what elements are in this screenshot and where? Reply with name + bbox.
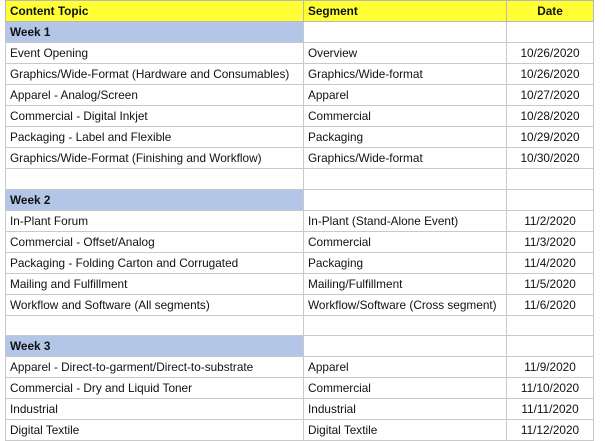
empty-cell[interactable] <box>6 169 304 190</box>
date-cell[interactable]: 11/11/2020 <box>507 399 594 420</box>
week-row <box>6 336 594 357</box>
table-row <box>6 85 594 106</box>
topic-cell[interactable]: Mailing and Fulfillment <box>6 273 304 294</box>
topic-cell[interactable]: Commercial - Offset/Analog <box>6 231 304 252</box>
topic-cell[interactable]: Apparel - Analog/Screen <box>6 85 304 106</box>
table-row <box>6 294 594 315</box>
table-row <box>6 210 594 231</box>
topic-cell[interactable]: Workflow and Software (All segments) <box>6 294 304 315</box>
date-cell[interactable]: 11/6/2020 <box>507 294 594 315</box>
table-row <box>6 106 594 127</box>
week-label[interactable]: Week 3 <box>6 336 304 357</box>
date-cell[interactable]: 10/29/2020 <box>507 127 594 148</box>
empty-cell[interactable] <box>507 315 594 336</box>
date-cell[interactable]: 11/4/2020 <box>507 252 594 273</box>
table-row <box>6 399 594 420</box>
empty-cell[interactable] <box>304 315 507 336</box>
topic-cell[interactable]: Digital Textile <box>6 420 304 441</box>
segment-cell[interactable]: Apparel <box>304 357 507 378</box>
empty-cell[interactable] <box>6 315 304 336</box>
empty-cell[interactable] <box>304 189 507 210</box>
segment-cell[interactable]: Graphics/Wide-format <box>304 64 507 85</box>
date-cell[interactable]: 11/5/2020 <box>507 273 594 294</box>
topic-cell[interactable]: Packaging - Label and Flexible <box>6 127 304 148</box>
segment-cell[interactable]: Mailing/Fulfillment <box>304 273 507 294</box>
empty-cell[interactable] <box>507 336 594 357</box>
date-cell[interactable]: 11/3/2020 <box>507 231 594 252</box>
table-row <box>6 252 594 273</box>
segment-cell[interactable]: Workflow/Software (Cross segment) <box>304 294 507 315</box>
table-row <box>6 148 594 169</box>
segment-cell[interactable]: Commercial <box>304 106 507 127</box>
topic-cell[interactable]: Packaging - Folding Carton and Corrugated <box>6 252 304 273</box>
segment-cell[interactable]: In-Plant (Stand-Alone Event) <box>304 210 507 231</box>
segment-cell[interactable]: Digital Textile <box>304 420 507 441</box>
date-cell[interactable]: 10/26/2020 <box>507 43 594 64</box>
week-label[interactable]: Week 2 <box>6 189 304 210</box>
topic-cell[interactable]: Commercial - Dry and Liquid Toner <box>6 378 304 399</box>
segment-cell[interactable]: Apparel <box>304 85 507 106</box>
segment-cell[interactable]: Commercial <box>304 378 507 399</box>
topic-cell[interactable]: Industrial <box>6 399 304 420</box>
segment-cell[interactable]: Industrial <box>304 399 507 420</box>
topic-cell[interactable]: Commercial - Digital Inkjet <box>6 106 304 127</box>
date-cell[interactable]: 11/2/2020 <box>507 210 594 231</box>
empty-cell[interactable] <box>507 169 594 190</box>
spacer-row <box>6 169 594 190</box>
empty-cell[interactable] <box>304 169 507 190</box>
table-row <box>6 43 594 64</box>
topic-cell[interactable]: Graphics/Wide-Format (Hardware and Consumables) <box>6 64 304 85</box>
date-cell[interactable]: 11/9/2020 <box>507 357 594 378</box>
empty-cell[interactable] <box>507 22 594 43</box>
table-row <box>6 127 594 148</box>
segment-cell[interactable]: Packaging <box>304 127 507 148</box>
table-row <box>6 273 594 294</box>
topic-cell[interactable]: Apparel - Direct-to-garment/Direct-to-substrate <box>6 357 304 378</box>
week-row <box>6 189 594 210</box>
week-row <box>6 22 594 43</box>
date-cell[interactable]: 10/30/2020 <box>507 148 594 169</box>
date-cell[interactable]: 10/27/2020 <box>507 85 594 106</box>
date-cell[interactable]: 11/12/2020 <box>507 420 594 441</box>
header-date[interactable]: Date <box>507 1 594 22</box>
segment-cell[interactable]: Packaging <box>304 252 507 273</box>
header-row <box>6 1 594 22</box>
header-segment[interactable]: Segment <box>304 1 507 22</box>
empty-cell[interactable] <box>304 22 507 43</box>
table-row <box>6 378 594 399</box>
empty-cell[interactable] <box>507 189 594 210</box>
segment-cell[interactable]: Overview <box>304 43 507 64</box>
table-row <box>6 420 594 441</box>
table-row <box>6 64 594 85</box>
topic-cell[interactable]: In-Plant Forum <box>6 210 304 231</box>
segment-cell[interactable]: Graphics/Wide-format <box>304 148 507 169</box>
date-cell[interactable]: 11/10/2020 <box>507 378 594 399</box>
date-cell[interactable]: 10/28/2020 <box>507 106 594 127</box>
header-content-topic[interactable]: Content Topic <box>6 1 304 22</box>
topic-cell[interactable]: Event Opening <box>6 43 304 64</box>
table-row <box>6 357 594 378</box>
topic-cell[interactable]: Graphics/Wide-Format (Finishing and Workflow) <box>6 148 304 169</box>
week-label[interactable]: Week 1 <box>6 22 304 43</box>
date-cell[interactable]: 10/26/2020 <box>507 64 594 85</box>
schedule-table <box>5 0 594 441</box>
empty-cell[interactable] <box>304 336 507 357</box>
table-row <box>6 231 594 252</box>
spacer-row <box>6 315 594 336</box>
segment-cell[interactable]: Commercial <box>304 231 507 252</box>
